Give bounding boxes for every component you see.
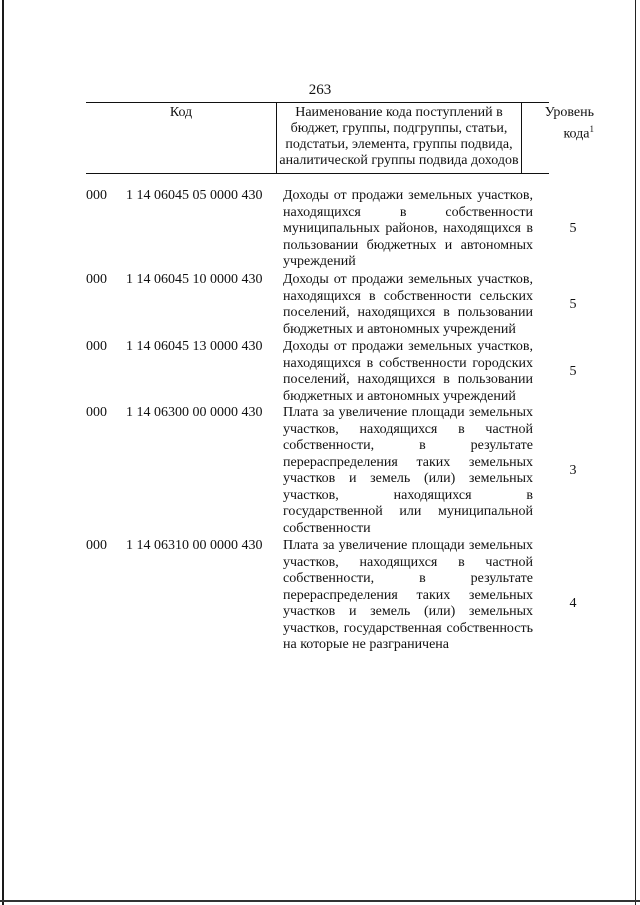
row-name: Доходы от продажи земельных участков, находящихся в собственности городских поселений, находящихся в пользовании бюджетных и автономных учреждений [283, 339, 533, 404]
row-name: Плата за увеличение площади земельных участков, находящихся в частной собственности, в результате перераспределения таких земельных участков и земель (или) земельных участков, находящихся в государственной или муниципальной собственности [283, 405, 533, 536]
row-name: Доходы от продажи земельных участков, находящихся в собственности сельских поселений, находящихся в пользовании бюджетных и автономных учреждений [283, 272, 533, 337]
row-name: Доходы от продажи земельных участков, находящихся в собственности муниципальных районов, находящихся в пользовании бюджетных и автономных учреждений [283, 188, 533, 269]
row-prefix: 000 [86, 339, 107, 354]
table-header [86, 102, 594, 174]
row-prefix: 000 [86, 188, 107, 203]
scan-edge-bottom [0, 900, 640, 902]
page-number: 263 [308, 82, 332, 98]
row-code: 1 14 06045 13 0000 430 [126, 339, 263, 354]
scan-edge-right [635, 0, 636, 905]
row-level: 5 [569, 221, 577, 236]
row-code: 1 14 06310 00 0000 430 [126, 538, 263, 553]
row-name: Плата за увеличение площади земельных участков, находящихся в частной собственности, в результате перераспределения таких земельных участков и земель (или) земельных участков, государственная собственность на которые не разграничена [283, 538, 533, 652]
header-level [533, 103, 594, 175]
row-level: 3 [569, 463, 577, 478]
row-code: 1 14 06045 05 0000 430 [126, 188, 263, 203]
row-prefix: 000 [86, 405, 107, 420]
header-level-text [533, 105, 594, 143]
header-level-label: Уровень кода [544, 105, 594, 142]
row-level: 4 [569, 596, 577, 611]
header-name: Наименование кода поступлений в бюджет, группы, подгруппы, статьи, подстатьи, элемента, группы подвида, аналитической группы подвида доходов [276, 103, 522, 173]
header-code: Код [169, 105, 193, 120]
row-level: 5 [569, 297, 577, 312]
scan-edge-left [2, 0, 4, 905]
footnote-marker: 1 [589, 124, 594, 134]
row-prefix: 000 [86, 538, 107, 553]
row-prefix: 000 [86, 272, 107, 287]
row-level: 5 [569, 364, 577, 379]
row-code: 1 14 06300 00 0000 430 [126, 405, 263, 420]
row-code: 1 14 06045 10 0000 430 [126, 272, 263, 287]
